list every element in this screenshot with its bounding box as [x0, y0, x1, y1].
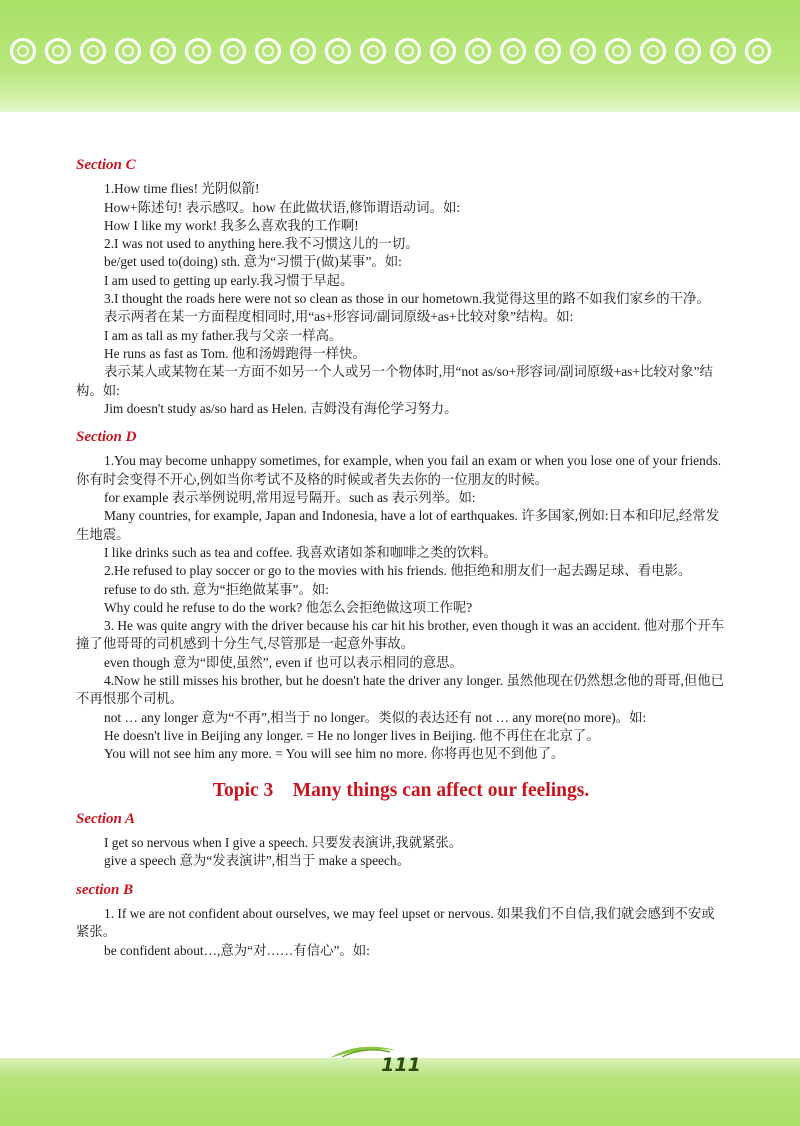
ring-icon — [220, 38, 246, 64]
ring-icon — [430, 38, 456, 64]
paragraph: 表示两者在某一方面程度相同时,用“as+形容词/副词原级+as+比较对象”结构。如: — [104, 309, 574, 325]
paragraph: 1.You may become unhappy sometimes, for example, when you fail an exam or when you lose one of your friends.你有时会变得不开心,例如当你考试不及格的时候或者失去你的一位朋友的时候。 — [76, 453, 722, 487]
ring-icon — [710, 38, 736, 64]
ring-icon — [745, 38, 771, 64]
section-d-heading: Section D — [76, 429, 137, 446]
ring-icon — [325, 38, 351, 64]
paragraph: 4.Now he still misses his brother, but he doesn't hate the driver any longer. 虽然他现在仍然想念他的哥哥,但他已不再恨那个司机。 — [76, 673, 725, 707]
paragraph: Jim doesn't study as/so hard as Helen. 吉姆没有海伦学习努力。 — [104, 400, 458, 416]
page-content — [76, 150, 726, 960]
paragraph: 1. If we are not confident about ourselves, we may feel upset or nervous. 如果我们不自信,我们就会感到不安或紧张。 — [76, 905, 715, 940]
ring-icon — [535, 38, 561, 64]
paragraph: be confident about…,意为“对……有信心”。如: — [104, 942, 370, 958]
header-band — [0, 0, 800, 112]
paragraph: 3. He was quite angry with the driver because his car hit his brother, even though it was an accident. 他对那个开车撞了他哥哥的司机感到十分生气,尽管那是一起意外事故。 — [76, 618, 725, 652]
ring-icon — [465, 38, 491, 64]
ring-icon — [570, 38, 596, 64]
paragraph: 2.He refused to play soccer or go to the movies with his friends. 他拒绝和朋友们一起去踢足球、看电影。 — [104, 563, 692, 579]
paragraph: How+陈述句! 表示感叹。how 在此做状语,修饰谓语动词。如: — [104, 199, 461, 215]
ring-icon — [80, 38, 106, 64]
paragraph: for example 表示举例说明,常用逗号隔开。such as 表示列举。如: — [104, 490, 476, 506]
paragraph: 3.I thought the roads here were not so clean as those in our hometown.我觉得这里的路不如我们家乡的干净。 — [104, 291, 710, 307]
page-number — [356, 1048, 446, 1082]
ring-icon — [185, 38, 211, 64]
ring-icon — [290, 38, 316, 64]
ring-icon — [255, 38, 281, 64]
ring-icon — [10, 38, 36, 64]
page-number-text: 111 — [381, 1054, 421, 1076]
paragraph: 2.I was not used to anything here.我不习惯这儿的一切。 — [104, 236, 419, 252]
ring-icon — [360, 38, 386, 64]
paragraph: Many countries, for example, Japan and Indonesia, have a lot of earthquakes. 许多国家,例如:日本和印尼,经常发生地震。 — [76, 508, 720, 542]
section-c-heading: Section C — [76, 157, 136, 173]
paragraph: I am as tall as my father.我与父亲一样高。 — [104, 327, 343, 343]
ring-icon — [45, 38, 71, 64]
ring-icon — [605, 38, 631, 64]
paragraph: He runs as fast as Tom. 他和汤姆跑得一样快。 — [104, 345, 366, 361]
decorative-ring-row — [10, 38, 800, 72]
paragraph: You will not see him any more. = You will see him no more. 你将再也见不到他了。 — [104, 746, 565, 762]
paragraph: I like drinks such as tea and coffee. 我喜欢诸如茶和咖啡之类的饮料。 — [104, 544, 497, 560]
paragraph: He doesn't live in Beijing any longer. = He no longer lives in Beijing. 他不再住在北京了。 — [104, 727, 600, 743]
ring-icon — [150, 38, 176, 64]
ring-icon — [395, 38, 421, 64]
ring-icon — [640, 38, 666, 64]
paragraph: 表示某人或某物在某一方面不如另一个人或另一个物体时,用“not as/so+形容词/副词原级+as+比较对象”结构。如: — [76, 364, 713, 398]
ring-icon — [500, 38, 526, 64]
paragraph: How I like my work! 我多么喜欢我的工作啊! — [104, 217, 359, 233]
paragraph: be/get used to(doing) sth. 意为“习惯于(做)某事”。如: — [104, 254, 402, 270]
paragraph: even though 意为“即使,虽然”, even if 也可以表示相同的意思。 — [104, 654, 463, 670]
paragraph: 1.How time flies! 光阴似箭! — [104, 181, 260, 197]
paragraph: give a speech 意为“发表演讲”,相当于 make a speech。 — [104, 853, 411, 869]
paragraph: refuse to do sth. 意为“拒绝做某事”。如: — [104, 581, 330, 597]
paragraph: Why could he refuse to do the work? 他怎么会拒绝做这项工作呢? — [104, 599, 473, 615]
section-a-heading: Section A — [76, 810, 136, 827]
ring-icon — [675, 38, 701, 64]
ring-icon — [115, 38, 141, 64]
section-b-heading: section B — [76, 881, 134, 898]
paragraph: I get so nervous when I give a speech. 只要发表演讲,我就紧张。 — [104, 835, 463, 851]
paragraph: I am used to getting up early.我习惯于早起。 — [104, 272, 354, 288]
paragraph: not … any longer 意为“不再”,相当于 no longer。类似的表达还有 not … any more(no more)。如: — [104, 709, 647, 725]
topic-title: Topic 3 Many things can affect our feelings. — [212, 779, 590, 801]
